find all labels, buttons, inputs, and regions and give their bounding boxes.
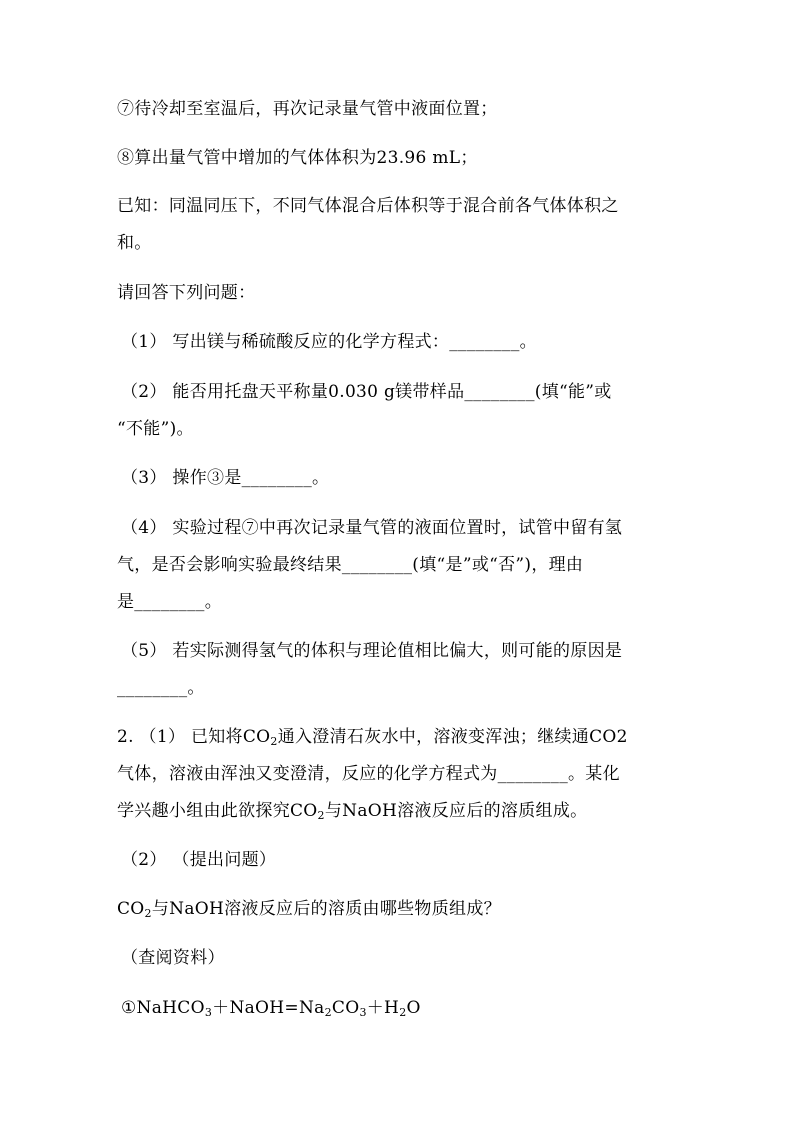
problem-2-line-1: 2. （1） 已知将$CO_2$通入澄清石灰水中，溶液变浑浊；继续通CO2 [117, 727, 628, 748]
question-3: （3） 操作③是________。 [121, 468, 330, 488]
step-8-text: ⑧算出量气管中增加的气体体积为23.96 mL； [117, 148, 478, 168]
question-2-line-1: （2） 能否用托盘天平称量0.030 g镁带样品________(填“能”或 [121, 382, 612, 402]
reference-equation-1: $①NaHCO_3+NaOH=Na_2CO_3+H_2O$ [121, 998, 421, 1019]
question-4-line-2: 气，是否会影响实验最终结果________(填“是”或“否”)，理由 [117, 555, 584, 575]
question-5-line-2: ________。 [117, 678, 205, 698]
raised-question: $CO_2$与NaOH溶液反应后的溶质由哪些物质组成？ [117, 899, 501, 920]
known-line-2: 和。 [117, 233, 152, 253]
prompt-text: 请回答下列问题： [117, 283, 256, 303]
question-1: （1） 写出镁与稀硫酸反应的化学方程式：________。 [121, 332, 537, 352]
step-7-text: ⑦待冷却至室温后，再次记录量气管中液面位置； [117, 99, 498, 119]
reference-heading: （查阅资料） [121, 948, 225, 968]
question-2-line-2: “不能”)。 [117, 419, 194, 439]
problem-2-line-2: 气体，溶液由浑浊又变澄清，反应的化学方程式为________。某化 [117, 764, 620, 784]
question-4-line-1: （4） 实验过程⑦中再次记录量气管的液面位置时，试管中留有氢 [121, 518, 623, 538]
problem-2-line-3: 学兴趣小组由此欲探究$CO_2$与NaOH溶液反应后的溶质组成。 [117, 801, 588, 822]
question-4-line-3: 是________。 [117, 592, 222, 612]
problem-2-question-2: （2） （提出问题） [121, 850, 277, 870]
known-line-1: 已知：同温同压下，不同气体混合后体积等于混合前各气体体积之 [117, 196, 619, 216]
question-5-line-1: （5） 若实际测得氢气的体积与理论值相比偏大，则可能的原因是 [121, 641, 623, 661]
